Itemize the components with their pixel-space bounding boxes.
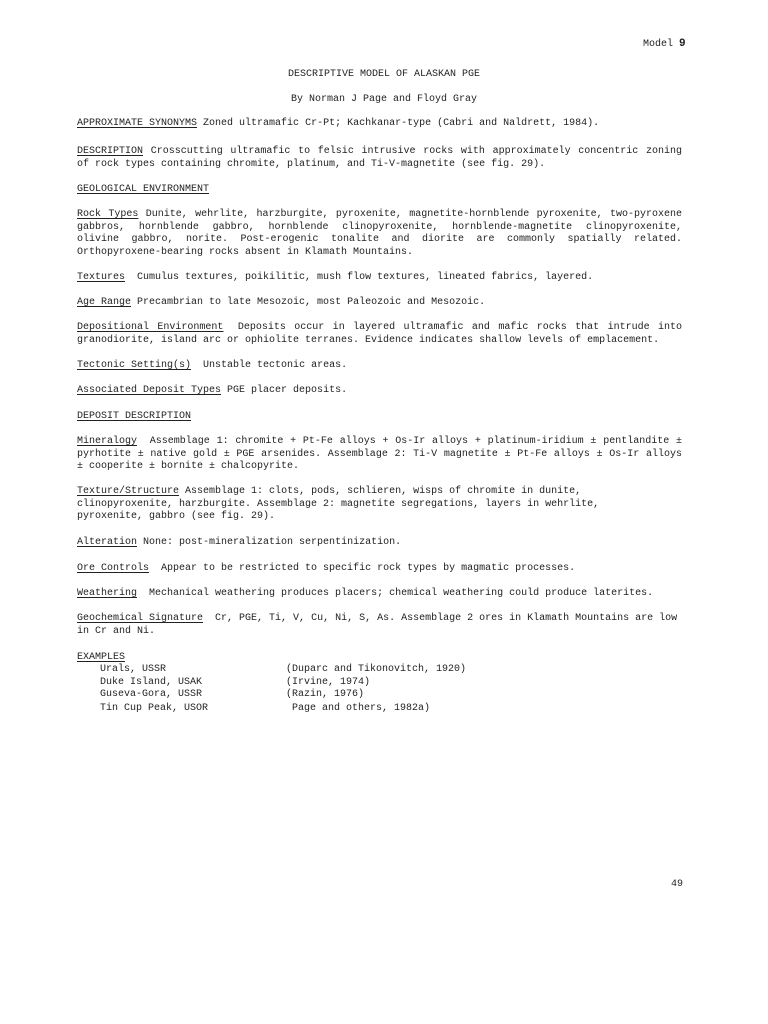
example-location: Tin Cup Peak, USOR: [100, 703, 209, 714]
weathering-paragraph: [77, 588, 682, 601]
example-location: Guseva-Gora, USSR: [100, 689, 203, 700]
model-number-header: [643, 38, 686, 50]
depositional-environment-label: Depositional Environment: [77, 322, 224, 333]
example-row: [100, 664, 466, 675]
geochemical-signature-label: Geochemical Signature: [77, 613, 204, 624]
depositional-environment-text: Deposits occur in layered ultramafic and mafic rocks that intrude into granodiorite, island arc or ophiolite terranes. Evidence indicates shallow levels of emplacement.: [77, 322, 682, 346]
associated-deposits-label: Associated Deposit Types: [77, 385, 222, 396]
geological-environment-heading: GEOLOGICAL ENVIRONMENT: [77, 184, 210, 195]
synonyms-text: Zoned ultramafic Cr-Pt; Kachkanar-type (Cabri and Naldrett, 1984).: [203, 118, 600, 129]
authors-byline: By Norman J Page and Floyd Gray: [290, 94, 478, 105]
mineralogy-paragraph: [77, 436, 682, 474]
ore-controls-text: Appear to be restricted to specific rock types by magmatic processes.: [161, 563, 576, 574]
depositional-environment-paragraph: [77, 322, 682, 347]
texture-structure-text: Assemblage 1: clots, pods, schlieren, wisps of chromite in dunite, clinopyroxenite, harzburgite. Assemblage 2: magnetite segregations, layers in wehrlite, pyroxenite, gabbro (see fig. 29).: [77, 486, 600, 523]
example-reference: Page and others, 1982a): [286, 703, 431, 714]
synonyms-label: APPROXIMATE SYNONYMS: [77, 118, 198, 129]
description-text: Crosscutting ultramafic to felsic intrusive rocks with approximately concentric zoning of rock types containing chromite, platinum, and Ti-V-magnetite (see fig. 29).: [77, 146, 682, 170]
synonyms-paragraph: [77, 118, 682, 131]
example-row: [100, 703, 430, 714]
geochemical-signature-text: Cr, PGE, Ti, V, Cu, Ni, S, As. Assemblage 2 ores in Klamath Mountains are low in Cr and Ni.: [77, 613, 678, 637]
example-row: [100, 689, 364, 700]
associated-deposits-text: PGE placer deposits.: [227, 385, 348, 396]
textures-paragraph: [77, 272, 682, 285]
rock-types-text: Dunite, wehrlite, harzburgite, pyroxenite, magnetite-hornblende pyroxenite, two-pyroxene gabbros, hornblende gabbro, hornblende clinopyroxenite, hornblende-magnetite clinopyroxenite, olivine gabbro, norite. Post-erogenic tonalite and diorite are commonly spatially related. Orthopyroxene-bearing rocks absent in Klamath Mountains.: [77, 209, 682, 258]
example-location: Urals, USSR: [100, 664, 167, 675]
page-number: 49: [671, 879, 684, 890]
geochemical-signature-paragraph: [77, 613, 682, 638]
document-title: DESCRIPTIVE MODEL OF ALASKAN PGE: [287, 69, 481, 80]
model-number: 9: [679, 38, 686, 50]
ore-controls-paragraph: [77, 563, 682, 576]
example-reference: (Duparc and Tikonovitch, 1920): [286, 664, 467, 675]
mineralogy-label: Mineralogy: [77, 436, 138, 447]
weathering-label: Weathering: [77, 588, 138, 599]
ore-controls-label: Ore Controls: [77, 563, 150, 574]
tectonic-setting-text: Unstable tectonic areas.: [203, 360, 348, 371]
associated-deposits-paragraph: [77, 385, 682, 398]
deposit-description-heading: DEPOSIT DESCRIPTION: [77, 411, 192, 422]
mineralogy-text: Assemblage 1: chromite + Pt-Fe alloys + Os-Ir alloys + platinum-iridium ± pentlandite ± pyrhotite ± native gold ± PGE arsenides. Assemblage 2: Ti-V magnetite ± Pt-Fe alloys ± Os-Ir alloys ± cooperite ± bornite ± chalcopyrite.: [77, 436, 682, 473]
model-label: Model: [643, 39, 674, 50]
textures-label: Textures: [77, 272, 126, 283]
example-row: [100, 677, 370, 688]
texture-structure-label: Texture/Structure: [77, 486, 180, 497]
rock-types-label: Rock Types: [77, 209, 139, 220]
weathering-text: Mechanical weathering produces placers; chemical weathering could produce laterites.: [149, 588, 654, 599]
age-range-paragraph: [77, 297, 682, 310]
textures-text: Cumulus textures, poikilitic, mush flow textures, lineated fabrics, layered.: [137, 272, 594, 283]
example-reference: (Irvine, 1974): [286, 677, 371, 688]
example-location: Duke Island, USAK: [100, 677, 203, 688]
age-range-text: Precambrian to late Mesozoic, most Paleozoic and Mesozoic.: [137, 297, 486, 308]
description-label: DESCRIPTION: [77, 146, 144, 157]
tectonic-setting-paragraph: [77, 360, 682, 373]
age-range-label: Age Range: [77, 297, 132, 308]
description-paragraph: [77, 146, 682, 171]
alteration-text: None: post-mineralization serpentinization.: [143, 537, 402, 548]
examples-heading: EXAMPLES: [77, 652, 126, 663]
alteration-label: Alteration: [77, 537, 138, 548]
alteration-paragraph: [77, 537, 682, 550]
tectonic-setting-label: Tectonic Setting(s): [77, 360, 192, 371]
rock-types-paragraph: [77, 209, 682, 259]
example-reference: (Razin, 1976): [286, 689, 365, 700]
texture-structure-paragraph: [77, 486, 637, 524]
